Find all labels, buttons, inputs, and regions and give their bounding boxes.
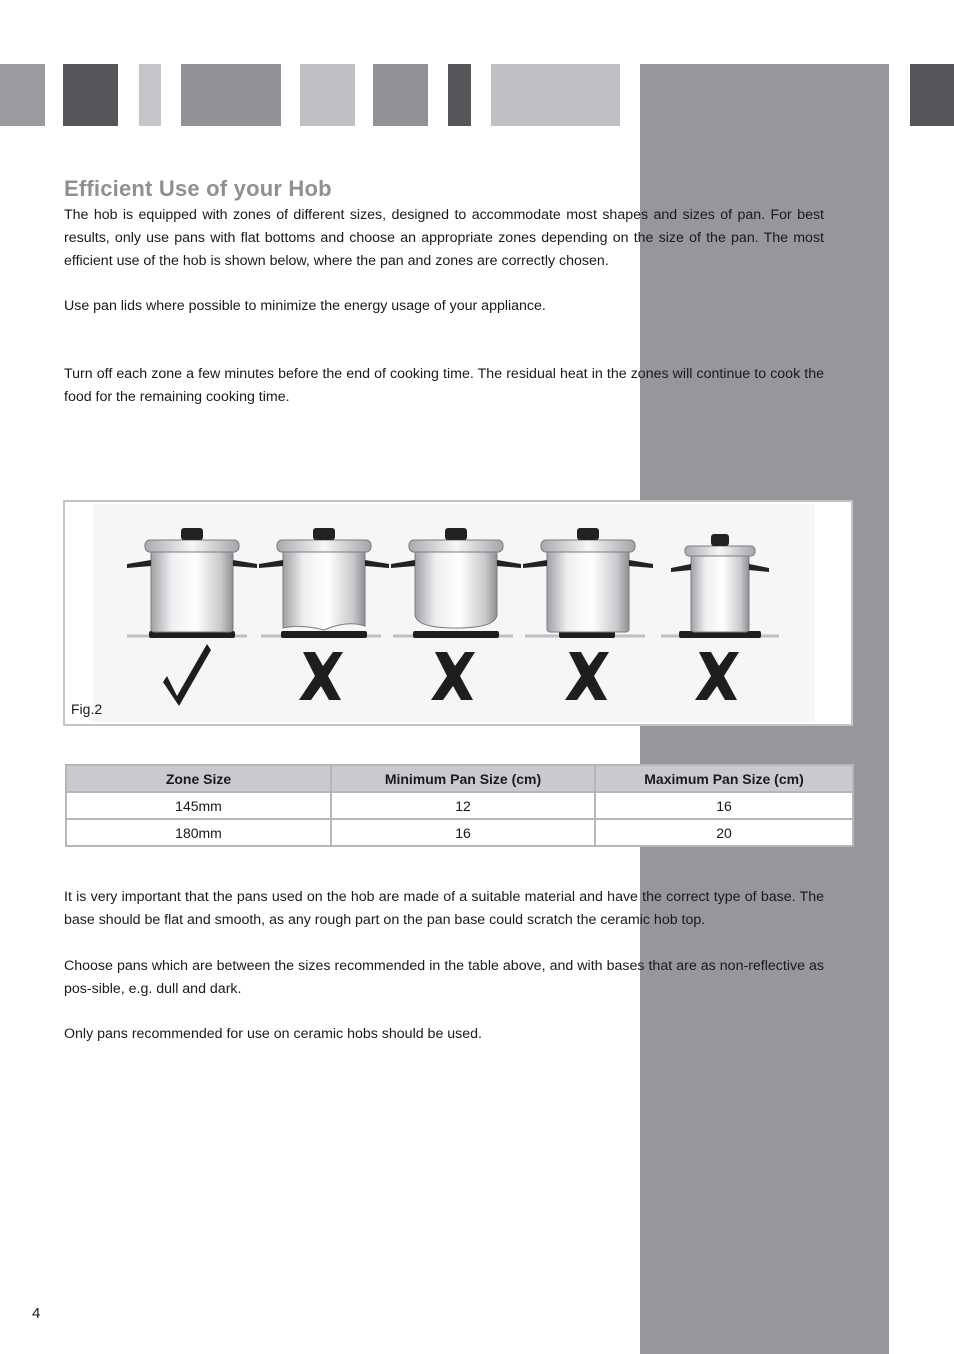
- table-cell: 12: [331, 792, 595, 819]
- paragraph-pan-material: It is very important that the pans used on the hob are made of a suitable material and have the correct type of base. The base should be flat and smooth, as any rough part on the pan base could scratch the ceramic hob top.: [64, 889, 824, 928]
- table-header-row: [66, 765, 853, 792]
- header-band-3: [139, 64, 161, 126]
- table-row: [66, 819, 853, 846]
- header-band-1: [0, 64, 45, 126]
- paragraph-zones: The hob is equipped with zones of different sizes, designed to accommodate most shapes and sizes of pan. For best results, only use pans with flat bottoms and choose an appropriate zones depending on the size of the pan. The most efficient use of the hob is shown below, where the pan and zones are correctly chosen.: [64, 207, 824, 269]
- header-band-9: [910, 64, 954, 126]
- column-header-max-pan: Maximum Pan Size (cm): [595, 765, 853, 792]
- header-band-7: [448, 64, 471, 126]
- header-band-4: [181, 64, 281, 126]
- page-title: Efficient Use of your Hob: [64, 176, 332, 201]
- paragraph-ceramic-pans: Only pans recommended for use on ceramic hobs should be used.: [64, 1026, 482, 1042]
- header-band-6: [373, 64, 428, 126]
- table-row: [66, 792, 853, 819]
- table-cell: 16: [595, 792, 853, 819]
- pan-illustration: [65, 502, 851, 724]
- pan-size-table: [65, 764, 854, 847]
- table-cell: 180mm: [66, 819, 331, 846]
- paragraph-residual-heat: Turn off each zone a few minutes before the end of cooking time. The residual heat in the zones will continue to cook the food for the remaining cooking time.: [64, 366, 824, 405]
- table-cell: 20: [595, 819, 853, 846]
- column-header-min-pan: Minimum Pan Size (cm): [331, 765, 595, 792]
- column-header-zone-size: Zone Size: [66, 765, 331, 792]
- figure-pan-usage: [63, 500, 853, 726]
- paragraph-lids: Use pan lids where possible to minimize the energy usage of your appliance.: [64, 298, 546, 314]
- table-cell: 16: [331, 819, 595, 846]
- header-band-2: [63, 64, 118, 126]
- page-number: 4: [32, 1305, 41, 1322]
- figure-caption: Fig.2: [71, 701, 103, 717]
- header-band-5: [300, 64, 355, 126]
- paragraph-pan-size: Choose pans which are between the sizes recommended in the table above, and with bases that are as non-reflective as pos-sible, e.g. dull and dark.: [64, 958, 824, 997]
- table-cell: 145mm: [66, 792, 331, 819]
- header-band-8: [491, 64, 620, 126]
